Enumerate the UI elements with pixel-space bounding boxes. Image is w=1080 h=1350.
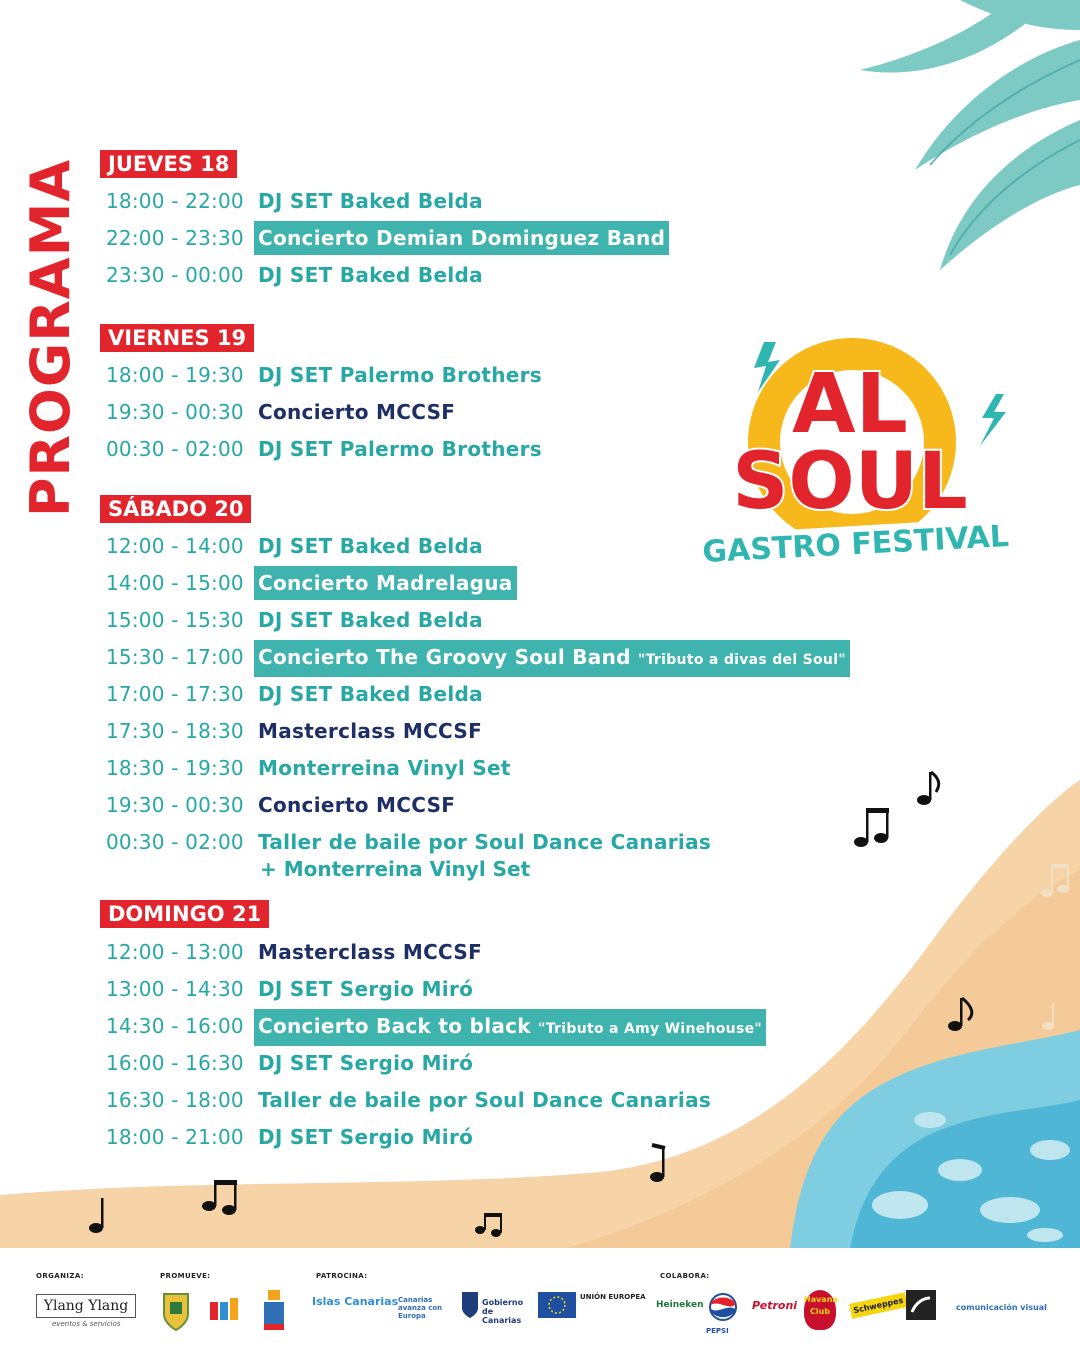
event-act: DJ SET Palermo Brothers bbox=[258, 363, 542, 387]
patrocina-label: PATROCINA: bbox=[316, 1272, 368, 1280]
event-time: 22:00 - 23:30 bbox=[106, 226, 244, 250]
schedule-row bbox=[106, 258, 487, 292]
schedule-row bbox=[106, 640, 850, 674]
event-act-title: Concierto Back to black bbox=[258, 1014, 531, 1038]
event-act: Concierto Madrelagua bbox=[254, 566, 517, 600]
event-act: Masterclass MCCSF bbox=[258, 940, 483, 964]
schweppes-logo: Schweppes bbox=[849, 1292, 908, 1318]
event-act: DJ SET Baked Belda bbox=[258, 534, 483, 558]
schedule-row bbox=[106, 751, 515, 785]
schedule-row bbox=[106, 529, 487, 563]
event-time: 15:00 - 15:30 bbox=[106, 608, 244, 632]
union-europea-logo: UNIÓN EUROPEA bbox=[580, 1293, 646, 1301]
event-time: 19:30 - 00:30 bbox=[106, 400, 244, 424]
schedule-row bbox=[106, 184, 487, 218]
event-time: 18:00 - 21:00 bbox=[106, 1125, 244, 1149]
event-act: DJ SET Palermo Brothers bbox=[258, 437, 542, 461]
promueve-logos bbox=[160, 1288, 300, 1334]
event-act: Concierto Demian Dominguez Band bbox=[254, 221, 669, 255]
schedule-row bbox=[106, 714, 486, 748]
event-time: 14:30 - 16:00 bbox=[106, 1014, 244, 1038]
event-act: DJ SET Sergio Miró bbox=[258, 1125, 474, 1149]
ylang-tagline: eventos & servicios bbox=[52, 1320, 121, 1328]
pepsi-logo: PEPSI bbox=[706, 1327, 729, 1335]
schedule-row bbox=[106, 972, 477, 1006]
event-act bbox=[254, 640, 850, 677]
day-label-viernes: VIERNES 19 bbox=[100, 324, 254, 352]
schedule-row bbox=[106, 677, 487, 711]
event-time: 17:00 - 17:30 bbox=[106, 682, 244, 706]
event-time: 23:30 - 00:00 bbox=[106, 263, 244, 287]
event-act: Concierto MCCSF bbox=[258, 793, 456, 817]
schedule-row bbox=[106, 1120, 477, 1154]
gobierno-canarias-logo: Gobierno de Canarias bbox=[482, 1298, 524, 1325]
schedule-row bbox=[106, 1009, 766, 1043]
event-time: 18:00 - 19:30 bbox=[106, 363, 244, 387]
schedule-row bbox=[106, 603, 487, 637]
event-act: Taller de baile por Soul Dance Canarias bbox=[258, 1088, 712, 1112]
rd-compact-logo-icon bbox=[906, 1290, 936, 1320]
sponsor-footer bbox=[0, 1248, 1080, 1350]
schedule-row bbox=[106, 432, 546, 466]
day-label-domingo: DOMINGO 21 bbox=[100, 900, 269, 928]
schedule-row bbox=[106, 1046, 477, 1080]
heineken-logo: Heineken bbox=[656, 1300, 704, 1310]
schedule-row bbox=[106, 1083, 715, 1117]
islas-canarias-logo: Islas Canarias bbox=[312, 1295, 399, 1308]
event-time: 18:30 - 19:30 bbox=[106, 756, 244, 780]
schedule-row bbox=[106, 788, 459, 822]
schedule-row bbox=[106, 395, 459, 429]
promueve-label: PROMUEVE: bbox=[160, 1272, 211, 1280]
pepsi-globe-icon bbox=[708, 1292, 738, 1322]
event-act-title: Concierto The Groovy Soul Band bbox=[258, 645, 631, 669]
event-continuation: + Monterreina Vinyl Set bbox=[260, 857, 531, 881]
logo-line-1: AL bbox=[792, 357, 908, 452]
al-soul-logo bbox=[700, 322, 1010, 578]
eu-flag-icon bbox=[538, 1292, 576, 1318]
day-label-sabado: SÁBADO 20 bbox=[100, 495, 251, 523]
event-act: DJ SET Sergio Miró bbox=[258, 1051, 474, 1075]
event-note: "Tributo a divas del Soul" bbox=[638, 652, 846, 668]
event-act: Monterreina Vinyl Set bbox=[258, 756, 511, 780]
schedule-row bbox=[106, 825, 715, 859]
event-time: 16:00 - 16:30 bbox=[106, 1051, 244, 1075]
schedule-row bbox=[106, 221, 669, 255]
event-act bbox=[254, 1009, 766, 1046]
schedule-row bbox=[106, 358, 546, 392]
event-act: Taller de baile por Soul Dance Canarias bbox=[258, 830, 712, 854]
event-time: 12:00 - 14:00 bbox=[106, 534, 244, 558]
logo-line-2: SOUL bbox=[732, 437, 968, 527]
event-act: DJ SET Sergio Miró bbox=[258, 977, 474, 1001]
havana-club-logo: Havana Club bbox=[804, 1290, 836, 1330]
day-label-jueves: JUEVES 18 bbox=[100, 150, 237, 178]
organiza-label: ORGANIZA: bbox=[36, 1272, 84, 1280]
event-act: Concierto MCCSF bbox=[258, 400, 456, 424]
event-act: DJ SET Baked Belda bbox=[258, 608, 483, 632]
event-act: DJ SET Baked Belda bbox=[258, 263, 483, 287]
event-act: DJ SET Baked Belda bbox=[258, 682, 483, 706]
canarias-avanza-logo: Canarias avanza con Europa bbox=[398, 1296, 443, 1320]
petroni-logo: Petroni bbox=[752, 1299, 798, 1312]
event-time: 18:00 - 22:00 bbox=[106, 189, 244, 213]
event-time: 15:30 - 17:00 bbox=[106, 645, 244, 669]
event-note: "Tributo a Amy Winehouse" bbox=[538, 1021, 762, 1037]
event-act: DJ SET Baked Belda bbox=[258, 189, 483, 213]
event-act: Masterclass MCCSF bbox=[258, 719, 483, 743]
schedule-row bbox=[106, 935, 486, 969]
event-time: 13:00 - 14:30 bbox=[106, 977, 244, 1001]
event-time: 16:30 - 18:00 bbox=[106, 1088, 244, 1112]
event-time: 00:30 - 02:00 bbox=[106, 830, 244, 854]
event-time: 14:00 - 15:00 bbox=[106, 571, 244, 595]
page-title: PROGRAMA bbox=[19, 158, 82, 518]
logo-line-3: GASTRO FESTIVAL bbox=[701, 519, 1010, 571]
event-time: 12:00 - 13:00 bbox=[106, 940, 244, 964]
schedule-row bbox=[106, 566, 517, 600]
event-time: 17:30 - 18:30 bbox=[106, 719, 244, 743]
comunicacion-visual-logo: comunicación visual bbox=[956, 1303, 1047, 1312]
ylang-logo: Ylang Ylang bbox=[36, 1294, 136, 1318]
colabora-label: COLABORA: bbox=[660, 1272, 710, 1280]
event-time: 19:30 - 00:30 bbox=[106, 793, 244, 817]
event-time: 00:30 - 02:00 bbox=[106, 437, 244, 461]
gobierno-shield-icon bbox=[460, 1290, 480, 1320]
